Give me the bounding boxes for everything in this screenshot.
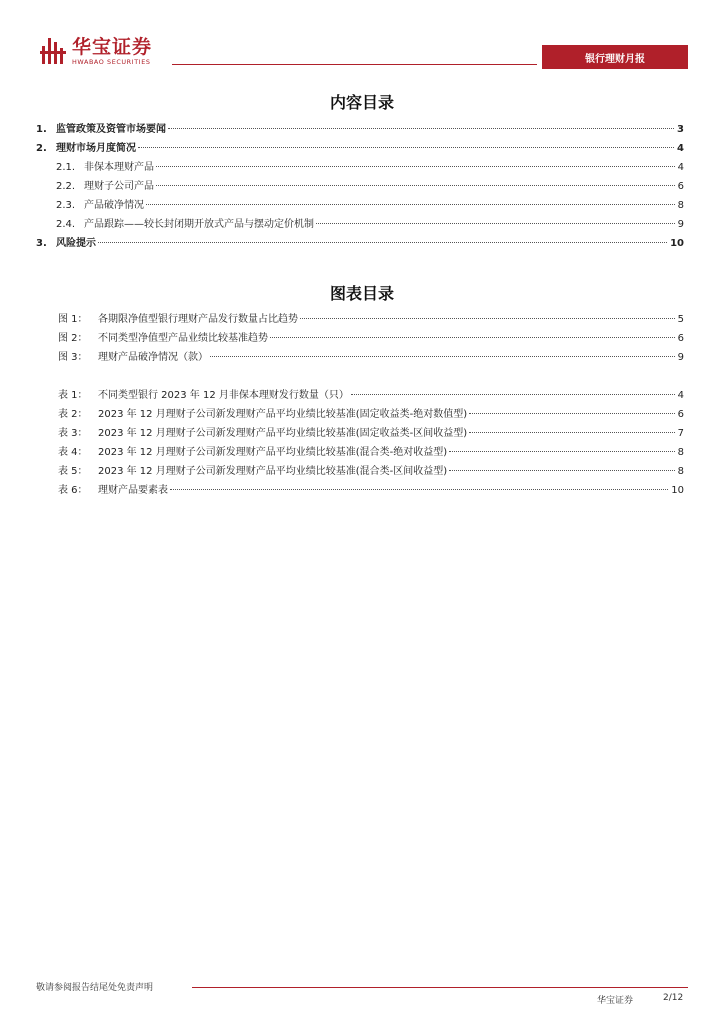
figure-page-number: 6: [677, 333, 684, 344]
table-page-number: 4: [677, 390, 684, 401]
figure-label: 图 2：: [58, 333, 88, 344]
table-page-number: 10: [671, 485, 684, 496]
dot-leader: [138, 146, 674, 148]
table-label: 表 1：: [58, 390, 88, 401]
toc-entry[interactable]: 2.2. 理财子公司产品 6: [36, 178, 684, 196]
table-label: 表 4：: [58, 447, 88, 458]
footer-company-name: 华宝证券: [597, 996, 634, 1006]
header-divider: [172, 64, 537, 65]
figure-entry[interactable]: [58, 311, 684, 329]
table-entry[interactable]: [58, 482, 684, 500]
table-entry-text: 2023 年 12 月理财子公司新发理财产品平均业绩比较基准(固定收益类-区间收益型): [98, 428, 468, 439]
toc-entry[interactable]: 2.4. 产品跟踪——较长封闭期开放式产品与摆动定价机制 9: [36, 216, 684, 234]
dot-leader: [156, 165, 675, 167]
figure-entry[interactable]: [58, 330, 684, 348]
dot-leader: [270, 336, 675, 338]
table-page-number: 8: [677, 447, 684, 458]
toc-entry[interactable]: 3. 风险提示 10: [36, 235, 684, 253]
dot-leader: [210, 355, 675, 357]
table-entry-text: 2023 年 12 月理财子公司新发理财产品平均业绩比较基准(混合类-绝对收益型): [98, 447, 448, 458]
table-entry[interactable]: [58, 425, 684, 443]
toc-entry-text: 监管政策及资管市场要闻: [56, 124, 166, 135]
figures-title: 图表目录: [329, 284, 394, 303]
dot-leader: [300, 317, 675, 319]
figure-page-number: 9: [677, 352, 684, 363]
table-entry-text: 2023 年 12 月理财子公司新发理财产品平均业绩比较基准(混合类-区间收益型): [98, 466, 448, 477]
table-entry[interactable]: [58, 463, 684, 481]
table-entry-text: 理财产品要素表: [98, 485, 168, 496]
figure-label: 图 1：: [58, 314, 88, 325]
dot-leader: [449, 469, 675, 471]
figure-entry-text: 理财产品破净情况（款）: [98, 352, 208, 363]
dot-leader: [168, 127, 674, 129]
disclaimer-note: 敬请参阅报告结尾处免责声明: [36, 983, 154, 993]
dot-leader: [98, 241, 667, 243]
logo-mark-icon: [40, 36, 66, 66]
toc-title: 内容目录: [329, 93, 394, 112]
table-label: 表 5：: [58, 466, 88, 477]
table-entry[interactable]: [58, 387, 684, 405]
toc-entry-text: 理财市场月度简况: [56, 143, 136, 154]
dot-leader: [351, 393, 675, 395]
company-logo: [40, 36, 152, 66]
figure-entry-text: 不同类型净值型产品业绩比较基准趋势: [98, 333, 268, 344]
figure-entry[interactable]: [58, 349, 684, 367]
figure-page-number: 5: [677, 314, 684, 325]
toc-entry[interactable]: 2. 理财市场月度简况 4: [36, 140, 684, 158]
toc-page-number: 3: [677, 124, 684, 135]
table-page-number: 8: [677, 466, 684, 477]
figure-entry-text: 各期限净值型银行理财产品发行数量占比趋势: [98, 314, 298, 325]
toc-entry[interactable]: 2.1. 非保本理财产品 4: [36, 159, 684, 177]
dot-leader: [469, 412, 675, 414]
toc-entry[interactable]: 1. 监管政策及资管市场要闻 3: [36, 121, 684, 139]
report-type-badge: 银行理财月报: [542, 45, 688, 69]
toc-entry-text: 理财子公司产品: [84, 181, 154, 192]
table-entry[interactable]: [58, 406, 684, 424]
logo-chinese-name: 华宝证券: [72, 35, 153, 58]
toc-page-number: 4: [677, 162, 684, 173]
toc-entry-text: 产品破净情况: [84, 200, 144, 211]
figure-label: 图 3：: [58, 352, 88, 363]
table-entry[interactable]: [58, 444, 684, 462]
toc-page-number: 8: [677, 200, 684, 211]
table-entry-text: 不同类型银行 2023 年 12 月非保本理财发行数量（只）: [98, 390, 349, 401]
toc-entry-text: 风险提示: [56, 238, 96, 249]
toc-page-number: 6: [677, 181, 684, 192]
logo-english-name: HWABAO SECURITIES: [72, 57, 151, 66]
page-number: 2/12: [663, 993, 684, 1003]
dot-leader: [469, 431, 675, 433]
table-label: 表 6：: [58, 485, 88, 496]
toc-entry[interactable]: 2.3. 产品破净情况 8: [36, 197, 684, 215]
toc-page-number: 9: [677, 219, 684, 230]
table-label: 表 3：: [58, 428, 88, 439]
dot-leader: [156, 184, 675, 186]
dot-leader: [146, 203, 675, 205]
footer-divider: [192, 987, 688, 988]
table-page-number: 7: [677, 428, 684, 439]
toc-entry-text: 非保本理财产品: [84, 162, 154, 173]
toc-page-number: 4: [677, 143, 684, 154]
dot-leader: [170, 488, 668, 490]
toc-entry-text: 产品跟踪——较长封闭期开放式产品与摆动定价机制: [84, 219, 314, 230]
table-page-number: 6: [677, 409, 684, 420]
table-label: 表 2：: [58, 409, 88, 420]
toc-page-number: 10: [670, 238, 684, 249]
dot-leader: [449, 450, 675, 452]
table-entry-text: 2023 年 12 月理财子公司新发理财产品平均业绩比较基准(固定收益类-绝对数值型): [98, 409, 468, 420]
dot-leader: [316, 222, 675, 224]
